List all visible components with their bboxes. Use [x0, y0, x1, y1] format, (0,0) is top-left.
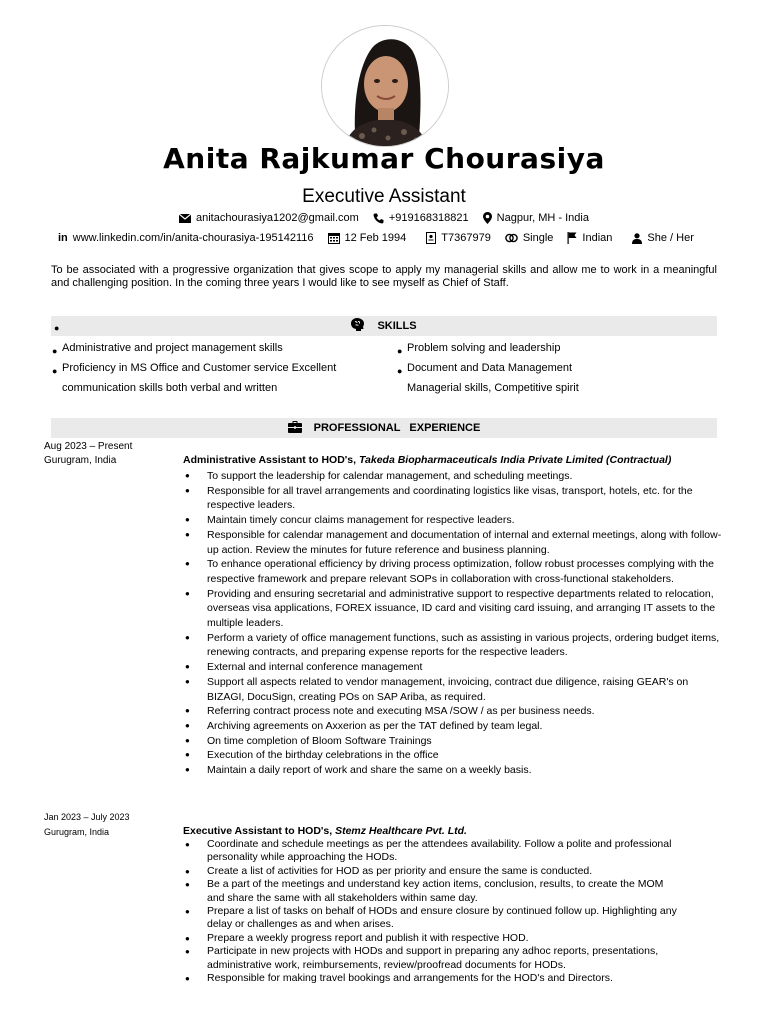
job-position: Executive Assistant to HOD's, — [183, 825, 336, 837]
list-item: ● To support the leadership for calendar management, and scheduling meetings. — [183, 469, 723, 484]
skill-item — [52, 338, 352, 358]
bullet-dot: ● — [52, 346, 58, 356]
bullet-dot: ● — [397, 346, 403, 356]
marital-text: Single — [522, 232, 554, 244]
pronouns-text: She / Her — [647, 232, 694, 244]
list-item: ● Archiving agreements on Axxerion as per the TAT defined by team legal. — [183, 719, 723, 734]
dob-item — [328, 232, 407, 244]
person-icon — [632, 233, 642, 244]
skill-text: communication skills both verbal and written — [62, 382, 278, 394]
bullet-dot: ● — [54, 323, 60, 333]
list-item: ● Prepare a weekly progress report and publish it with respective HOD. — [183, 932, 683, 945]
list-item: ● Responsible for calendar management and documentation of internal and external meetings, along with follow-up action. Review the minutes for future reference and business planning. — [183, 528, 723, 557]
experience-heading: PROFESSIONAL EXPERIENCE — [313, 422, 481, 434]
location-text: Nagpur, MH - India — [496, 212, 589, 224]
list-item: ● Participate in new projects with HODs and support in preparing any adhoc reports, presentations, administrative work, reimbursements, review/proofread documents for HODs. — [183, 945, 683, 972]
linkedin-item[interactable] — [58, 232, 314, 244]
nationality-text: Indian — [582, 232, 613, 244]
experience-section-header — [51, 418, 717, 438]
list-item: ● Create a list of activities for HOD as per priority and ensure the same is conducted. — [183, 865, 683, 878]
list-item: ● On time completion of Bloom Software Trainings — [183, 734, 723, 749]
skill-item — [397, 358, 697, 378]
skills-section-header — [51, 316, 717, 336]
list-item: ● Responsible for all travel arrangements and coordinating logistics like visas, transport, hotels, etc. for the respective leaders. — [183, 484, 723, 513]
marital-item — [505, 232, 554, 244]
list-item: ● To enhance operational efficiency by driving process optimization, follow robust processes complying with the respective framework and prepare relevant SOPs in collaboration with cross-functional stakeholders. — [183, 557, 723, 586]
skill-text: Administrative and project management skills — [62, 342, 283, 354]
job-title — [183, 454, 671, 466]
job-title — [183, 825, 467, 837]
list-item: ● Referring contract process note and executing MSA /SOW / as per business needs. — [183, 704, 723, 719]
contact-row-2 — [58, 232, 694, 244]
job-location: Gurugram, India — [44, 455, 117, 466]
list-item: ● Prepare a list of tasks on behalf of HODs and ensure closure by continued follow up. Highlighting any delay or challenges as and when arises. — [183, 905, 683, 932]
candidate-name: Anita Rajkumar Chourasiya — [163, 142, 605, 175]
email-text[interactable]: anitachourasiya1202@gmail.com — [196, 212, 359, 224]
calendar-icon — [328, 232, 340, 244]
job-meta — [44, 810, 130, 840]
job-company: Takeda Biopharmaceuticals India Private Limited (Contractual) — [358, 454, 672, 466]
pronouns-item — [632, 232, 693, 244]
linkedin-icon: in — [58, 232, 68, 244]
list-item: ● Support all aspects related to vendor management, invoicing, contract due diligence, raising GEAR's on BIZAGI, DocuSign, creating POs on SAP Ariba, as required. — [183, 675, 723, 704]
list-item: ● Maintain a daily report of work and share the same on a weekly basis. — [183, 763, 723, 778]
flag-icon — [567, 232, 577, 244]
skill-text: Problem solving and leadership — [407, 342, 561, 354]
skill-text: Managerial skills, Competitive spirit — [407, 382, 579, 394]
phone-item[interactable] — [373, 212, 469, 224]
list-item: ● Maintain timely concur claims management for respective leaders. — [183, 513, 723, 528]
job-location: Gurugram, India — [44, 827, 110, 837]
location-item — [483, 212, 589, 224]
skill-item — [52, 378, 352, 398]
contact-row-1 — [0, 212, 768, 224]
skills-right-column — [397, 338, 697, 398]
brain-icon — [351, 318, 365, 334]
bullet-dot: ● — [397, 366, 403, 376]
job-meta — [44, 440, 132, 468]
passport-text: T7367979 — [441, 232, 491, 244]
skills-heading: SKILLS — [377, 320, 417, 332]
skill-item — [397, 338, 697, 358]
objective-text: To be associated with a progressive organization that gives scope to apply my managerial skills and allow me to work in a meaningful and challenging position. In the coming three years I would like to see myself as Chief of Staff. — [51, 264, 717, 289]
skill-item — [397, 378, 697, 398]
list-item: ● External and internal conference management — [183, 660, 723, 675]
list-item: ● Perform a variety of office management functions, such as assisting in various projects, ordering budget items, renewing contracts, and preparing expense reports for the respective leaders. — [183, 631, 723, 660]
profile-photo — [321, 25, 449, 147]
bullet-dot: ● — [52, 366, 58, 376]
skill-text: Proficiency in MS Office and Customer service Excellent — [62, 362, 337, 374]
rings-icon — [505, 233, 518, 243]
linkedin-text[interactable]: www.linkedin.com/in/anita-chourasiya-195142116 — [72, 232, 314, 244]
dob-text: 12 Feb 1994 — [344, 232, 407, 244]
job-bullets — [183, 838, 683, 985]
phone-icon — [373, 213, 384, 224]
job-company: Stemz Healthcare Pvt. Ltd. — [335, 825, 467, 837]
list-item: ● Providing and ensuring secretarial and administrative support to respective departments related to relocation, overseas visa applications, FOREX issuance, ID card and visiting card issuing, and arranging IT assets to the multiple leaders. — [183, 587, 723, 631]
envelope-icon — [179, 214, 191, 223]
list-item: ● Responsible for making travel bookings and arrangements for the HOD's and Directors. — [183, 972, 683, 985]
phone-text: +919168318821 — [388, 212, 469, 224]
map-pin-icon — [483, 212, 492, 224]
passport-item — [426, 232, 491, 244]
job-dates: Jan 2023 – July 2023 — [44, 812, 130, 822]
skills-left-column — [52, 338, 352, 398]
list-item: ● Coordinate and schedule meetings as per the attendees availability. Follow a polite and professional personality while approaching the HODs. — [183, 838, 683, 865]
list-item: ● Execution of the birthday celebrations in the office — [183, 748, 723, 763]
id-badge-icon — [426, 232, 436, 244]
nationality-item — [567, 232, 612, 244]
job-bullets — [183, 469, 723, 778]
skill-text: Document and Data Management — [407, 362, 573, 374]
job-dates: Aug 2023 – Present — [44, 441, 133, 452]
briefcase-icon — [288, 421, 302, 436]
skill-item — [52, 358, 352, 378]
list-item: ● Be a part of the meetings and understand key action items, conclusion, results, to create the MOM and share the same with all stakeholders within same day. — [183, 878, 683, 905]
job-position: Administrative Assistant to HOD's, — [183, 454, 359, 466]
candidate-role: Executive Assistant — [302, 186, 466, 207]
email-item[interactable] — [179, 212, 359, 224]
